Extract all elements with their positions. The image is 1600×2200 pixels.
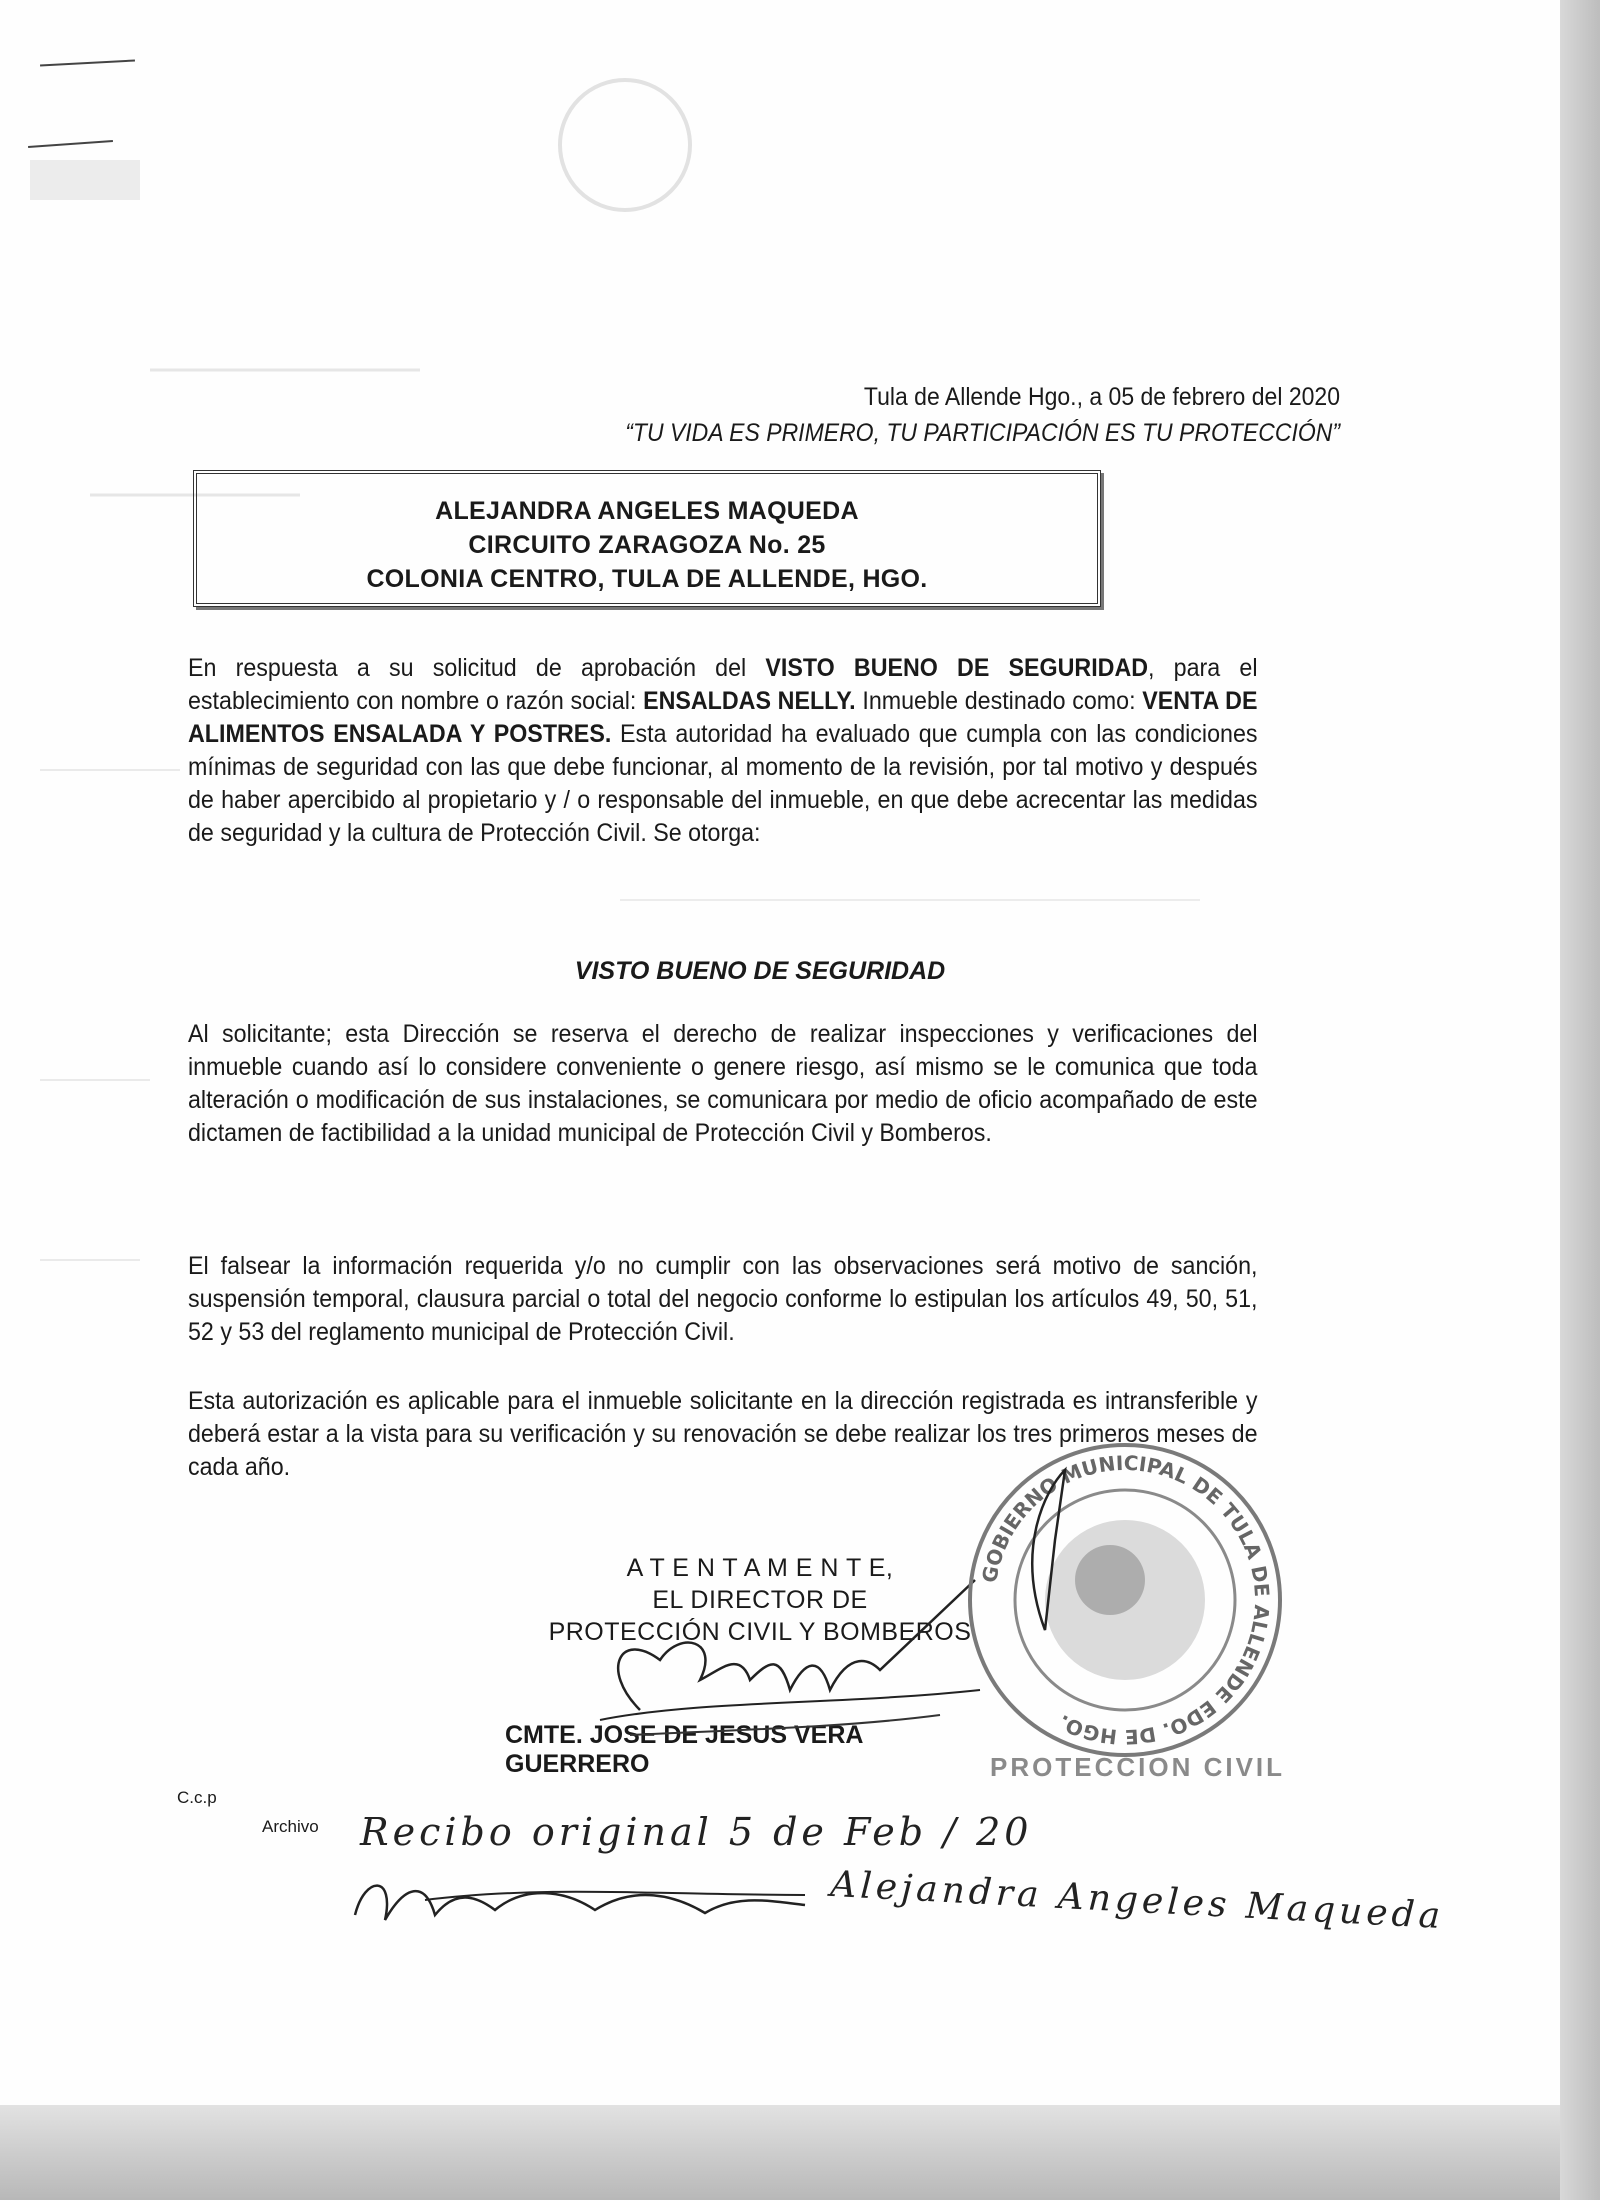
business-use: VENTA DE ALIMENTOS ENSALADA Y POSTRES. [188, 687, 1258, 748]
closing: A T E N T A M E N T E, [626, 1554, 894, 1582]
text-bold: VISTO BUENO DE SEGURIDAD [765, 654, 1149, 682]
recipient-signature-scribble [345, 1865, 815, 1945]
text-span: Esta autoridad ha evaluado que cumpla con las condiciones mínimas de seguridad con las que debe funcionar, al momento de la revisión, por tal motivo y después de haber apercibido al propietario y / o responsable del inmueble, en que debe acrecentar las medidas de seguridad y la cultura de Protección Civil. Se otorga: [188, 720, 1258, 847]
director-role-2: PROTECCIÓN CIVIL Y BOMBEROS [548, 1618, 972, 1646]
scan-edge-bottom [0, 2105, 1560, 2200]
recipient-street: CIRCUITO ZARAGOZA No. 25 [468, 531, 826, 559]
date-line: Tula de Allende Hgo., a 05 de febrero del 2020 [863, 383, 1340, 411]
director-name: CMTE. JOSE DE JESUS VERA GUERRERO [505, 1721, 863, 1778]
text-span: En respuesta a su solicitud de aprobación del [188, 654, 766, 682]
signature-scribble [580, 1560, 1000, 1760]
recipient-name: ALEJANDRA ANGELES MAQUEDA [435, 497, 859, 525]
reservation-paragraph: Al solicitante; esta Dirección se reserva el derecho de realizar inspecciones y verificaciones del inmueble cuando así lo considere conveniente o genere riesgo, así mismo se le comunica que toda alteración o modificación de sus instalaciones, se comunicara por medio de oficio acompañado de este dictamen de factibilidad a la unidad municipal de Protección Civil y Bomberos. [188, 1020, 1258, 1147]
ccp-label: C.c.p [177, 1788, 217, 1807]
text-span: , para el establecimiento con nombre o razón social: [188, 654, 1258, 715]
recipient-colony: COLONIA CENTRO, TULA DE ALLENDE, HGO. [366, 565, 928, 593]
svg-text:GOBIERNO MUNICIPAL DE TULA DE: GOBIERNO MUNICIPAL DE TULA DE ALLENDE EDO. DE HGO. [977, 1450, 1275, 1750]
validity-paragraph: Esta autorización es aplicable para el inmueble solicitante en la dirección registrada es intransferible y deberá estar a la vista para su verificación y su renovación se debe realizar los tres primeros meses de cada año. [188, 1387, 1258, 1481]
intro-paragraph [188, 652, 1258, 850]
handwritten-receipt: Recibo original 5 de Feb / 20 [360, 1810, 1033, 1854]
director-role-1: EL DIRECTOR DE [652, 1586, 868, 1614]
slogan: “TU VIDA ES PRIMERO, TU PARTICIPACIÓN ES TU PROTECCIÓN” [625, 419, 1340, 447]
official-seal [955, 1430, 1295, 1770]
section-title: VISTO BUENO DE SEGURIDAD [574, 957, 946, 985]
handwritten-recipient-name: Alejandra Angeles Maqueda [829, 1863, 1446, 1938]
text-span: Inmueble destinado como: [855, 687, 1143, 715]
seal-stamp-text: PROTECCION CIVIL [990, 1752, 1286, 1782]
recipient-box [193, 470, 1101, 607]
business-name: ENSALDAS NELLY. [643, 687, 856, 715]
scan-edge-right [1560, 0, 1600, 2200]
sanction-paragraph: El falsear la información requerida y/o no cumplir con las observaciones será motivo de sanción, suspensión temporal, clausura parcial o total del negocio conforme lo estipulan los artículos 49, 50, 51, 52 y 53 del reglamento municipal de Protección Civil. [188, 1252, 1258, 1346]
archivo-label: Archivo [262, 1817, 319, 1836]
